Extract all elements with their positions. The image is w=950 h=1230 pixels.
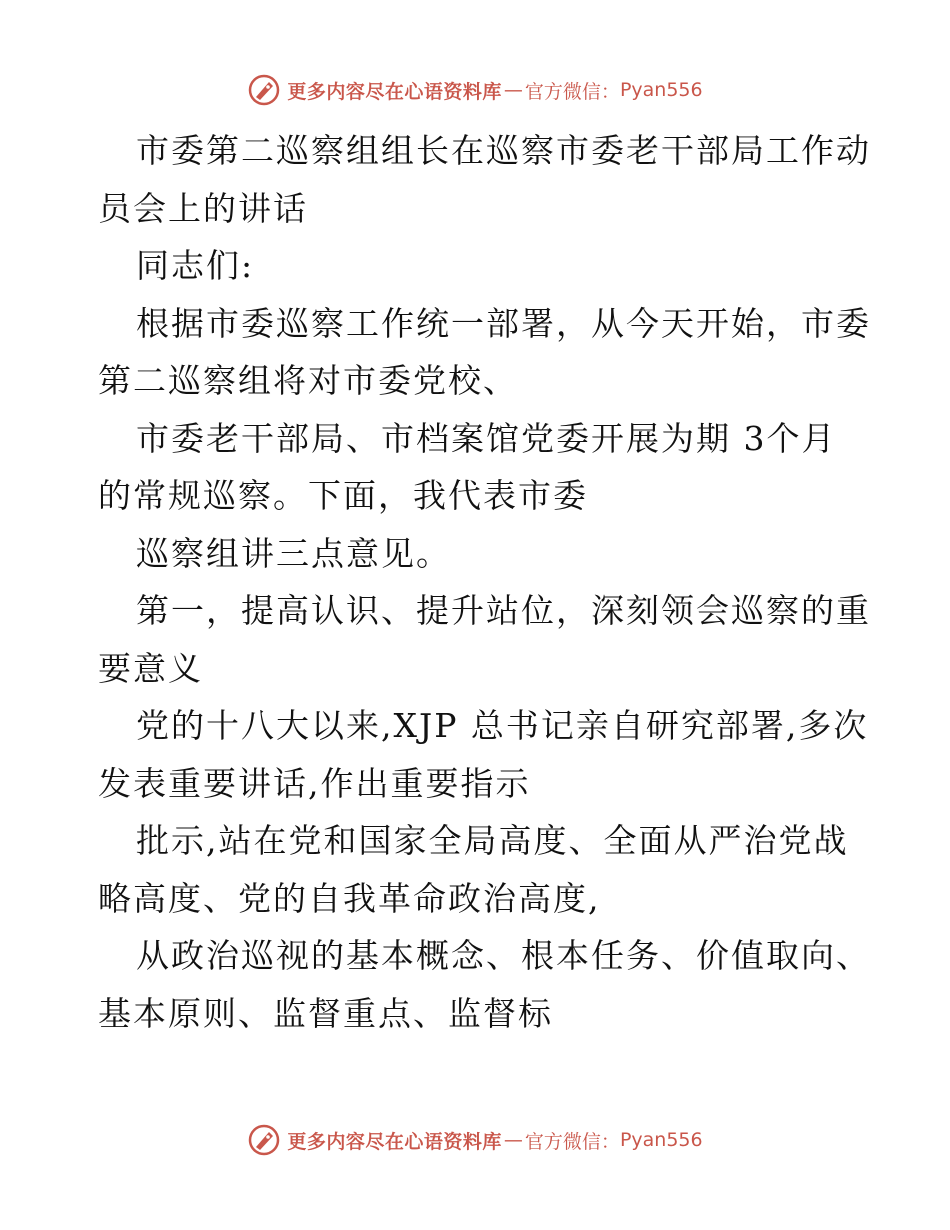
paragraph-line: 的常规巡察。下面，我代表市委 <box>98 476 588 515</box>
paragraph-line: 市委老干部局、市档案馆党委开展为期 3个月 <box>136 418 837 458</box>
pen-nib-logo-icon <box>247 1123 281 1157</box>
header-watermark <box>0 70 950 110</box>
watermark-dash: — <box>503 79 523 101</box>
title-line-1: 市委第二巡察组组长在巡察市委老干部局工作动 <box>136 131 871 170</box>
watermark-sub-text: 官方微信： <box>524 1130 620 1153</box>
watermark-wechat-id: Pyan556 <box>619 1129 703 1151</box>
paragraph-line: 第二巡察组将对市委党校、 <box>98 361 518 400</box>
section-heading-line: 要意义 <box>98 648 203 688</box>
watermark-sub-text: 官方微信： <box>524 80 620 103</box>
paragraph-line: 从政治巡视的基本概念、根本任务、价值取向、 <box>136 936 871 975</box>
watermark-wechat-id: Pyan556 <box>619 79 703 101</box>
paragraph-line: 略高度、党的自我革命政治高度, <box>98 878 601 918</box>
paragraph-line: 党的十八大以来,XJP 总书记亲自研究部署,多次 <box>136 706 869 745</box>
footer-watermark <box>0 1120 950 1160</box>
paragraph-line: 发表重要讲话,作出重要指示 <box>98 763 531 803</box>
title-line-2: 员会上的讲话 <box>98 188 308 228</box>
pen-nib-logo-icon <box>247 73 281 107</box>
paragraph-line: 基本原则、监督重点、监督标 <box>98 993 553 1033</box>
document-body <box>98 122 871 1042</box>
paragraph-line: 根据市委巡察工作统一部署，从今天开始，市委 <box>136 303 871 343</box>
paragraph-line: 巡察组讲三点意见。 <box>136 533 451 573</box>
paragraph-line: 批示,站在党和国家全局高度、全面从严治党战 <box>136 821 849 860</box>
watermark-dash: — <box>503 1129 523 1151</box>
watermark-main-text: 更多内容尽在心语资料库 <box>287 1130 502 1153</box>
salutation: 同志们: <box>136 246 255 285</box>
section-heading-line: 第一，提高认识、提升站位，深刻领会巡察的重 <box>136 591 871 630</box>
watermark-main-text: 更多内容尽在心语资料库 <box>287 80 502 103</box>
